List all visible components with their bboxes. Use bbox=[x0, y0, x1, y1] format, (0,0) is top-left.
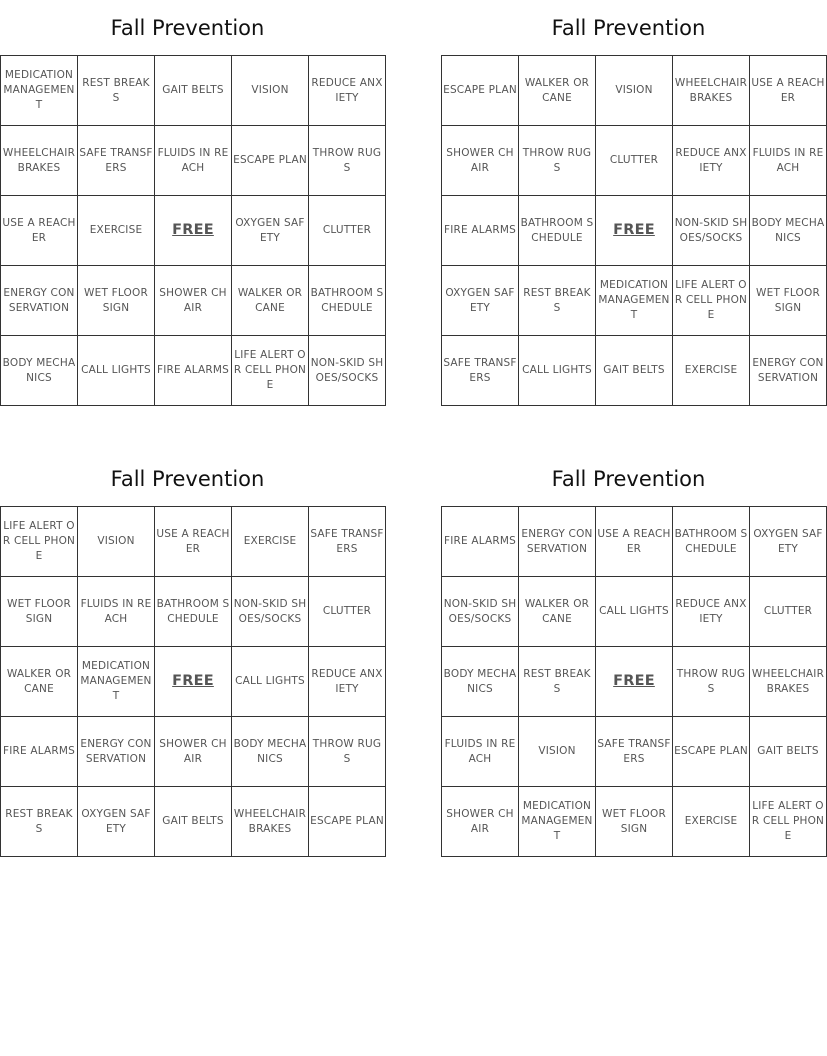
bingo-row bbox=[442, 577, 827, 647]
bingo-row bbox=[442, 196, 827, 266]
bingo-row bbox=[1, 577, 386, 647]
bingo-cell: SAFE TRANSFERS bbox=[596, 717, 673, 787]
bingo-cell: OXYGEN SAFETY bbox=[442, 266, 519, 336]
bingo-cell: BATHROOM SCHEDULE bbox=[673, 507, 750, 577]
bingo-cell: SHOWER CHAIR bbox=[155, 266, 232, 336]
bingo-cell: ENERGY CONSERVATION bbox=[750, 336, 827, 406]
bingo-cell: BODY MECHANICS bbox=[442, 647, 519, 717]
bingo-row bbox=[442, 126, 827, 196]
bingo-cell: ENERGY CONSERVATION bbox=[1, 266, 78, 336]
bingo-cell: USE A REACHER bbox=[1, 196, 78, 266]
bingo-cell: REDUCE ANXIETY bbox=[309, 56, 386, 126]
card-title: Fall Prevention bbox=[110, 467, 265, 491]
bingo-cell: SHOWER CHAIR bbox=[442, 126, 519, 196]
bingo-cell: ESCAPE PLAN bbox=[442, 56, 519, 126]
bingo-cell: CALL LIGHTS bbox=[596, 577, 673, 647]
bingo-cell: EXERCISE bbox=[673, 336, 750, 406]
bingo-cell: FLUIDS IN REACH bbox=[442, 717, 519, 787]
bingo-card-1 bbox=[0, 0, 384, 406]
bingo-cell: FLUIDS IN REACH bbox=[750, 126, 827, 196]
bingo-cell: SHOWER CHAIR bbox=[155, 717, 232, 787]
bingo-row bbox=[442, 507, 827, 577]
bingo-cell: CALL LIGHTS bbox=[78, 336, 155, 406]
bingo-cell: GAIT BELTS bbox=[750, 717, 827, 787]
bingo-row bbox=[1, 336, 386, 406]
bingo-cell: FLUIDS IN REACH bbox=[78, 577, 155, 647]
bingo-cell: USE A REACHER bbox=[750, 56, 827, 126]
bingo-cell: USE A REACHER bbox=[155, 507, 232, 577]
free-space: FREE bbox=[596, 196, 673, 266]
bingo-cell: VISION bbox=[78, 507, 155, 577]
bingo-cell: BODY MECHANICS bbox=[750, 196, 827, 266]
bingo-cell: THROW RUGS bbox=[309, 717, 386, 787]
bingo-row bbox=[1, 266, 386, 336]
bingo-cell: MEDICATION MANAGEMENT bbox=[1, 56, 78, 126]
bingo-cell: BATHROOM SCHEDULE bbox=[519, 196, 596, 266]
bingo-cell: WET FLOOR SIGN bbox=[596, 787, 673, 857]
bingo-cell: REDUCE ANXIETY bbox=[309, 647, 386, 717]
bingo-cell: SAFE TRANSFERS bbox=[309, 507, 386, 577]
bingo-cell: FLUIDS IN REACH bbox=[155, 126, 232, 196]
bingo-cell: WET FLOOR SIGN bbox=[750, 266, 827, 336]
bingo-cell: BATHROOM SCHEDULE bbox=[309, 266, 386, 336]
bingo-row bbox=[1, 647, 386, 717]
bingo-cell: MEDICATION MANAGEMENT bbox=[519, 787, 596, 857]
bingo-cell: OXYGEN SAFETY bbox=[750, 507, 827, 577]
bingo-cell: REST BREAKS bbox=[78, 56, 155, 126]
bingo-cell: NON-SKID SHOES/SOCKS bbox=[309, 336, 386, 406]
bingo-cell: FIRE ALARMS bbox=[155, 336, 232, 406]
bingo-cell: WHEELCHAIR BRAKES bbox=[232, 787, 309, 857]
bingo-cell: OXYGEN SAFETY bbox=[232, 196, 309, 266]
bingo-card-2 bbox=[441, 0, 825, 406]
bingo-cell: BATHROOM SCHEDULE bbox=[155, 577, 232, 647]
bingo-cell: WHEELCHAIR BRAKES bbox=[1, 126, 78, 196]
bingo-cell: NON-SKID SHOES/SOCKS bbox=[232, 577, 309, 647]
bingo-cell: SAFE TRANSFERS bbox=[442, 336, 519, 406]
bingo-row bbox=[442, 787, 827, 857]
bingo-cell: MEDICATION MANAGEMENT bbox=[78, 647, 155, 717]
bingo-cell: CLUTTER bbox=[309, 196, 386, 266]
bingo-cell: LIFE ALERT OR CELL PHONE bbox=[673, 266, 750, 336]
bingo-cell: MEDICATION MANAGEMENT bbox=[596, 266, 673, 336]
bingo-cell: FIRE ALARMS bbox=[1, 717, 78, 787]
bingo-cell: FIRE ALARMS bbox=[442, 507, 519, 577]
bingo-cell: ENERGY CONSERVATION bbox=[78, 717, 155, 787]
bingo-row bbox=[1, 717, 386, 787]
bingo-cell: USE A REACHER bbox=[596, 507, 673, 577]
bingo-cell: LIFE ALERT OR CELL PHONE bbox=[1, 507, 78, 577]
bingo-cell: WET FLOOR SIGN bbox=[1, 577, 78, 647]
bingo-cell: VISION bbox=[519, 717, 596, 787]
bingo-cell: EXERCISE bbox=[232, 507, 309, 577]
bingo-cell: NON-SKID SHOES/SOCKS bbox=[673, 196, 750, 266]
bingo-cell: GAIT BELTS bbox=[596, 336, 673, 406]
bingo-cell: WHEELCHAIR BRAKES bbox=[750, 647, 827, 717]
bingo-card-3 bbox=[0, 451, 384, 857]
bingo-cell: REDUCE ANXIETY bbox=[673, 577, 750, 647]
bingo-cell: WALKER OR CANE bbox=[519, 577, 596, 647]
bingo-cell: VISION bbox=[232, 56, 309, 126]
bingo-row bbox=[442, 336, 827, 406]
bingo-cell: EXERCISE bbox=[673, 787, 750, 857]
bingo-row bbox=[442, 266, 827, 336]
bingo-cell: CLUTTER bbox=[596, 126, 673, 196]
bingo-cell: THROW RUGS bbox=[309, 126, 386, 196]
bingo-cell: WALKER OR CANE bbox=[1, 647, 78, 717]
bingo-cell: NON-SKID SHOES/SOCKS bbox=[442, 577, 519, 647]
bingo-cell: BODY MECHANICS bbox=[1, 336, 78, 406]
bingo-cell: SHOWER CHAIR bbox=[442, 787, 519, 857]
bingo-cell: CLUTTER bbox=[309, 577, 386, 647]
bingo-row bbox=[442, 56, 827, 126]
card-title: Fall Prevention bbox=[551, 467, 706, 491]
bingo-card-4 bbox=[441, 451, 825, 857]
bingo-cell: FIRE ALARMS bbox=[442, 196, 519, 266]
bingo-cell: REST BREAKS bbox=[519, 647, 596, 717]
bingo-cell: SAFE TRANSFERS bbox=[78, 126, 155, 196]
bingo-cell: ESCAPE PLAN bbox=[673, 717, 750, 787]
card-title: Fall Prevention bbox=[110, 16, 265, 40]
bingo-row bbox=[1, 787, 386, 857]
bingo-cell: WET FLOOR SIGN bbox=[78, 266, 155, 336]
bingo-cell: WHEELCHAIR BRAKES bbox=[673, 56, 750, 126]
bingo-row bbox=[1, 126, 386, 196]
bingo-cell: WALKER OR CANE bbox=[232, 266, 309, 336]
bingo-grid bbox=[441, 55, 827, 406]
bingo-cell: REST BREAKS bbox=[1, 787, 78, 857]
bingo-row bbox=[1, 507, 386, 577]
bingo-row bbox=[442, 717, 827, 787]
free-space: FREE bbox=[596, 647, 673, 717]
bingo-cell: WALKER OR CANE bbox=[519, 56, 596, 126]
bingo-cell: ENERGY CONSERVATION bbox=[519, 507, 596, 577]
bingo-cell: THROW RUGS bbox=[673, 647, 750, 717]
bingo-grid bbox=[0, 506, 386, 857]
bingo-cell: ESCAPE PLAN bbox=[309, 787, 386, 857]
bingo-row bbox=[1, 56, 386, 126]
bingo-cell: THROW RUGS bbox=[519, 126, 596, 196]
bingo-cell: LIFE ALERT OR CELL PHONE bbox=[232, 336, 309, 406]
bingo-cell: GAIT BELTS bbox=[155, 56, 232, 126]
bingo-cell: EXERCISE bbox=[78, 196, 155, 266]
bingo-cell: LIFE ALERT OR CELL PHONE bbox=[750, 787, 827, 857]
bingo-cell: VISION bbox=[596, 56, 673, 126]
bingo-cell: GAIT BELTS bbox=[155, 787, 232, 857]
bingo-grid bbox=[0, 55, 386, 406]
free-space: FREE bbox=[155, 647, 232, 717]
bingo-cell: CLUTTER bbox=[750, 577, 827, 647]
bingo-cell: BODY MECHANICS bbox=[232, 717, 309, 787]
free-space: FREE bbox=[155, 196, 232, 266]
bingo-cell: CALL LIGHTS bbox=[519, 336, 596, 406]
card-title: Fall Prevention bbox=[551, 16, 706, 40]
bingo-cell: CALL LIGHTS bbox=[232, 647, 309, 717]
bingo-grid bbox=[441, 506, 827, 857]
bingo-row bbox=[1, 196, 386, 266]
bingo-cell: OXYGEN SAFETY bbox=[78, 787, 155, 857]
bingo-cell: ESCAPE PLAN bbox=[232, 126, 309, 196]
bingo-cell: REDUCE ANXIETY bbox=[673, 126, 750, 196]
bingo-row bbox=[442, 647, 827, 717]
bingo-cell: REST BREAKS bbox=[519, 266, 596, 336]
